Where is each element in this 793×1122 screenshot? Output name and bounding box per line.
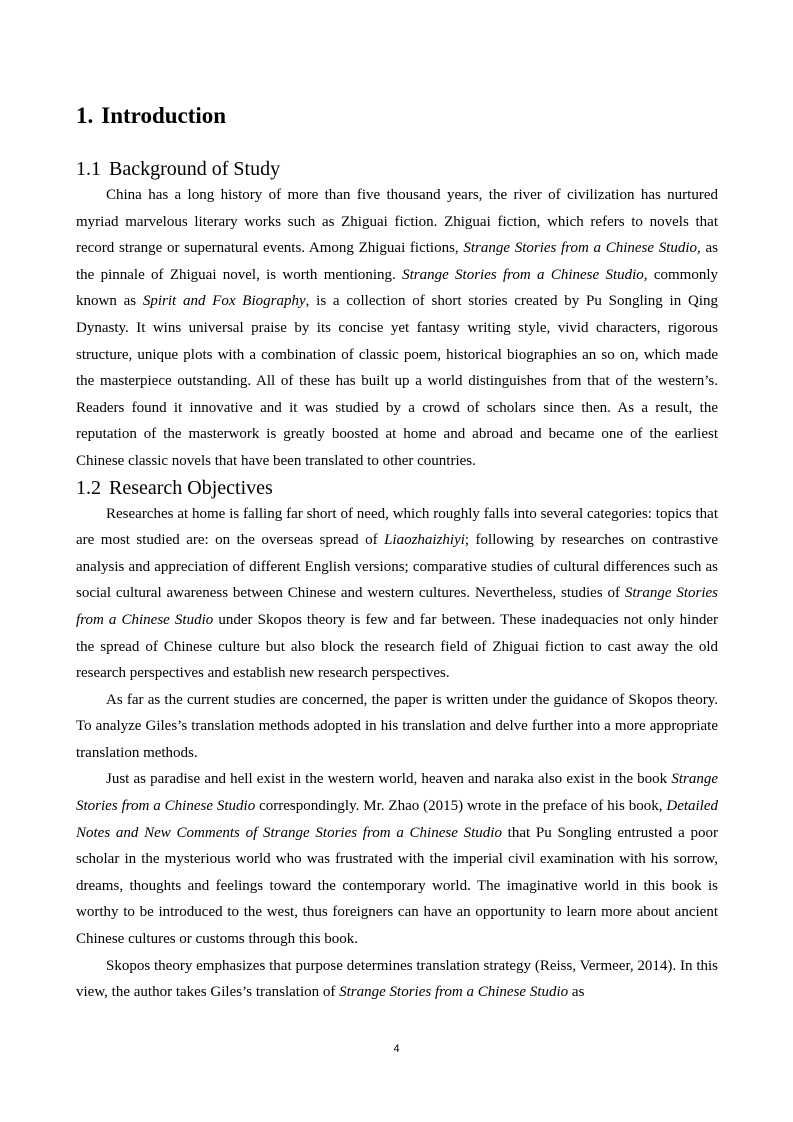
text-run: China has a long history of more than five thousand years, the river of civilization has nurtured myriad marvelous literary works such as Zhiguai fiction. Zhiguai fiction, which refers to novels that record strange or supernatural events. Among Zhiguai fictions, <box>76 187 718 257</box>
paragraph <box>76 766 718 952</box>
paragraph <box>76 687 718 767</box>
text-run: , is a collection of short stories created by Pu Songling in Qing Dynasty. It wins universal praise by its concise yet fantasy writing style, vivid characters, rigorous structure, unique plots with a combination of classic poem, historical biographies an so on, which made the masterpiece outstanding. All of these has built up a world distinguishes from that of the western’s. Readers found it innovative and it was studied by a crowd of scholars since then. As a result, the reputation of the masterwork is greatly boosted at home and abroad and became one of the earliest Chinese classic novels that have been translated to other countries. <box>76 293 718 469</box>
text-run: that Pu Songling entrusted a poor scholar in the mysterious world who was frustrated with the imperial civil examination with his sorrow, dreams, thoughts and feelings toward the contemporary world. The imaginative world in this book is worthy to be introduced to the west, thus foreigners can have an opportunity to learn more about ancient Chinese cultures or customs through this book. <box>76 824 719 948</box>
paragraph <box>76 501 718 687</box>
section-body-1-1 <box>76 182 718 475</box>
section-title: Background of Study <box>109 158 281 180</box>
text-run: as <box>568 984 585 1001</box>
section-body-1-2 <box>76 501 718 1006</box>
italic-title-text: Spirit and Fox Biography <box>142 293 306 310</box>
paragraph <box>76 182 718 475</box>
text-run: Just as paradise and hell exist in the western world, heaven and naraka also exist in the book <box>106 771 672 788</box>
page-number: 4 <box>393 1043 400 1055</box>
text-run: under Skopos theory is few and far between. These inadequacies not only hinder the spread of Chinese culture but also block the research field of Zhiguai fiction to cast away the old research perspectives and establish new research perspectives. <box>76 611 718 682</box>
italic-title-text: Strange Stories from a Chinese Studio <box>402 266 644 283</box>
italic-title-text: Strange Stories from a Chinese Studio <box>76 771 718 815</box>
italic-title-text: Liaozhaizhiyi <box>384 532 465 549</box>
text-run: Researches at home is falling far short of need, which roughly falls into several categories: topics that are most studied are: on the overseas spread of <box>76 505 718 549</box>
italic-title-text: Strange Stories from a Chinese Studio, <box>463 240 701 257</box>
chapter-number: 1. <box>76 103 94 128</box>
chapter-title: Introduction <box>101 103 227 128</box>
text-run: As far as the current studies are concerned, the paper is written under the guidance of Skopos theory. To analyze Giles’s translation methods adopted in his translation and delve further into a more appropriate translation methods. <box>76 691 718 761</box>
section-heading-1-2 <box>76 475 718 501</box>
section-title: Research Objectives <box>109 476 273 499</box>
italic-title-text: Strange Stories from a Chinese Studio <box>339 984 569 1001</box>
page-content <box>76 100 718 1006</box>
section-heading-1-1 <box>76 156 718 182</box>
text-run: , commonly known as <box>76 266 718 310</box>
text-run: Skopos theory emphasizes that purpose determines translation strategy (Reiss, Vermeer, 2014). In this view, the author takes Giles’s translation of <box>76 957 718 1001</box>
section-number: 1.1 <box>76 158 101 180</box>
text-run: correspondingly. Mr. Zhao (2015) wrote in the preface of his book, <box>255 798 667 815</box>
text-run: as the pinnale of Zhiguai novel, is worth mentioning. <box>76 240 718 283</box>
section-number: 1.2 <box>76 476 101 499</box>
paragraph <box>76 953 718 1006</box>
italic-title-text: Strange Stories from a Chinese Studio <box>76 585 718 628</box>
italic-title-text: Detailed Notes and New Comments of Strange Stories from a Chinese Studio <box>76 798 719 841</box>
text-run: ; following by researches on contrastive analysis and appreciation of different English versions; comparative studies of cultural differences such as social cultural awareness between Chinese and western cultures. Nevertheless, studies of <box>76 532 718 602</box>
chapter-heading <box>76 100 718 132</box>
